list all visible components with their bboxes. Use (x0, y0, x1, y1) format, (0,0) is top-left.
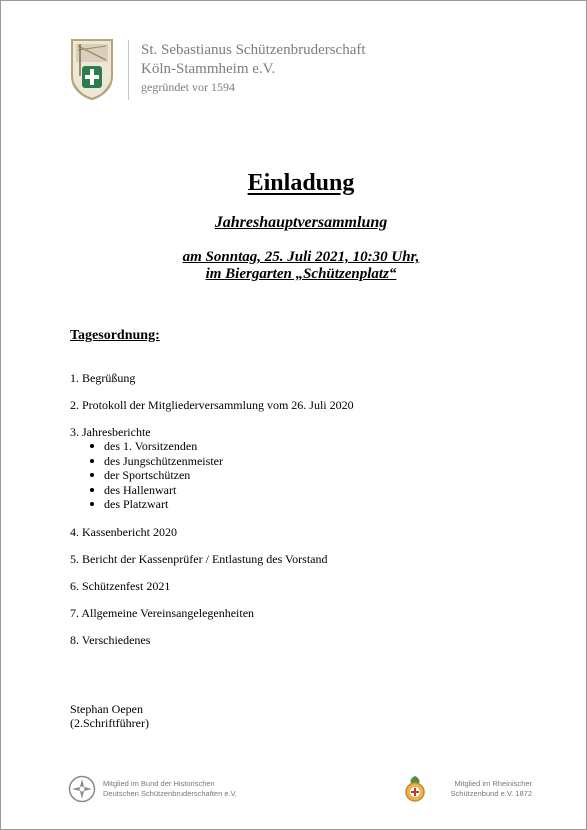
event-place: im Biergarten „Schützenplatz“ (205, 266, 397, 282)
organization-name: St. Sebastianus Schützenbruderschaft (141, 42, 366, 58)
report-item: des Platzwart (90, 497, 354, 512)
organization-location: Köln-Stammheim e.V. (141, 61, 276, 77)
agenda-list (70, 371, 354, 647)
agenda-item: 6. Schützenfest 2021 (70, 578, 171, 593)
document-title: Einladung (247, 170, 355, 196)
report-item: des 1. Vorsitzenden (90, 439, 354, 454)
signature-block (70, 702, 149, 730)
agenda-item: 5. Bericht der Kassenprüfer / Entlastung des Vorstand (70, 551, 328, 566)
agenda-item (70, 425, 354, 512)
founded-note: gegründet vor 1594 (141, 80, 235, 94)
organization-header (141, 41, 366, 95)
signatory-name: Stephan Oepen (70, 702, 143, 716)
event-date: am Sonntag, 25. Juli 2021, 10:30 Uhr, (182, 249, 420, 265)
document-subtitle: Jahreshauptversammlung (214, 214, 388, 231)
event-details (0, 249, 587, 283)
agenda-heading: Tagesordnung: (70, 328, 160, 343)
agenda-item: 8. Verschiedenes (70, 632, 151, 647)
report-item: des Hallenwart (90, 483, 354, 498)
agenda-item-label: 3. Jahresberichte (70, 425, 151, 439)
reports-sublist (70, 439, 354, 512)
report-item: der Sportschützen (90, 468, 354, 483)
crest-logo-icon (68, 36, 116, 102)
cross-emblem-icon (68, 775, 96, 803)
signatory-role: (2.Schriftführer) (70, 716, 149, 730)
shooting-federation-emblem-icon (403, 775, 427, 803)
agenda-item: 7. Allgemeine Vereinsangelegenheiten (70, 605, 255, 620)
agenda-item: 1. Begrüßung (70, 371, 136, 385)
agenda-item: 4. Kassenbericht 2020 (70, 524, 177, 539)
report-item: des Jungschützenmeister (90, 454, 354, 469)
footer-membership-left: Mitglied im Bund der Historischen Deutschen Schützenbruderschaften e.V. (103, 779, 237, 798)
footer-membership-right: Mitglied im Rheinischer Schützenbund e.V. 1872 (450, 779, 532, 798)
agenda-item: 2. Protokoll der Mitgliederversammlung vom 26. Juli 2020 (70, 398, 354, 412)
header-divider (128, 40, 129, 100)
